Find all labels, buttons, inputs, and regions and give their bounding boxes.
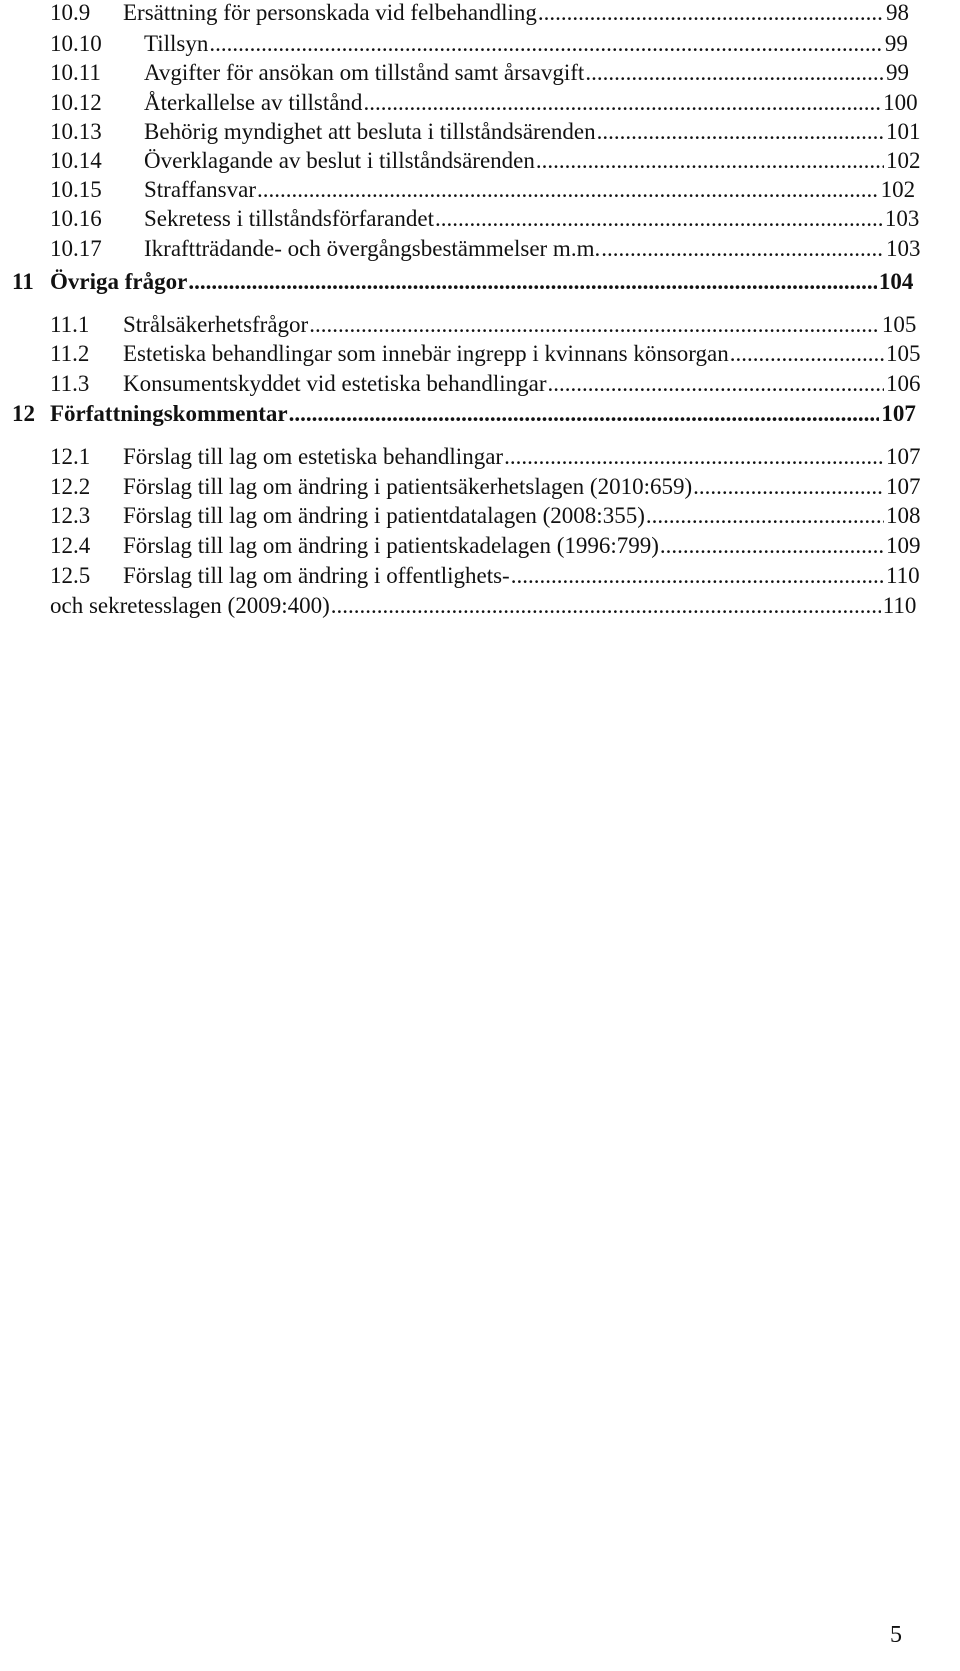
page-number: 5	[890, 1622, 902, 1648]
toc-entry-number: 12.5	[50, 563, 91, 588]
dot-leader	[693, 471, 884, 503]
toc-entry[interactable]	[50, 0, 909, 29]
toc-entry-page: 107	[886, 444, 921, 469]
toc-entry-number: 10.9	[50, 0, 91, 25]
toc-entry-title: Avgifter för ansökan om tillstånd samt årsavgift	[144, 60, 585, 85]
toc-entry-number: 11.3	[50, 371, 90, 396]
dot-leader	[660, 530, 884, 562]
toc-entry-page: 106	[886, 371, 921, 396]
toc-entry[interactable]	[50, 471, 921, 503]
toc-entry[interactable]	[50, 87, 918, 119]
toc-entry-title: Behörig myndighet att besluta i tillståndsärenden	[144, 119, 596, 144]
toc-entry[interactable]	[50, 368, 921, 400]
toc-entry-page: 105	[886, 341, 921, 366]
toc-entry-title: Strålsäkerhetsfrågor	[123, 312, 309, 337]
toc-entry-page: 99	[886, 60, 909, 85]
toc-entry-page: 107	[886, 474, 921, 499]
toc-entry-page: 105	[881, 312, 917, 337]
dot-leader	[536, 145, 884, 177]
toc-entry[interactable]	[50, 500, 921, 532]
toc-entry-number: 10.10	[50, 31, 102, 56]
toc-entry[interactable]	[50, 530, 921, 562]
toc-entry-number: 10.11	[50, 60, 101, 85]
toc-entry-page: 108	[886, 503, 921, 528]
toc-entry[interactable]	[50, 28, 908, 60]
dot-leader	[257, 174, 879, 206]
toc-entry-page: 107	[881, 401, 916, 426]
toc-entry-page: 103	[884, 206, 920, 231]
toc-entry-title: Författningskommentar	[50, 401, 288, 426]
dot-leader	[188, 266, 877, 298]
toc-entry-title: Sekretess i tillståndsförfarandet	[144, 206, 434, 231]
toc-entry-number: 10.17	[50, 236, 102, 261]
toc-entry[interactable]	[50, 145, 921, 177]
toc-entry-page: 102	[880, 177, 916, 202]
toc-entry[interactable]	[50, 203, 920, 235]
toc-entry-number: 11	[12, 269, 34, 294]
toc-entry-title: Förslag till lag om ändring i patientsäkerhetslagen (2010:659)	[123, 474, 693, 499]
toc-entry-page: 102	[886, 148, 921, 173]
toc-entry-title: Förslag till lag om ändring i patientskadelagen (1996:799)	[123, 533, 659, 558]
toc-entry-number: 12.1	[50, 444, 91, 469]
dot-leader	[289, 398, 880, 430]
toc-entry-title: Förslag till lag om ändring i patientdatalagen (2008:355)	[123, 503, 645, 528]
dot-leader	[435, 203, 883, 235]
toc-entry[interactable]	[50, 338, 921, 370]
toc-entry-title: Övriga frågor	[50, 269, 188, 294]
toc-entry[interactable]	[50, 441, 921, 473]
toc-entry[interactable]	[50, 560, 920, 592]
toc-entry-number: 10.16	[50, 206, 102, 231]
toc-entry[interactable]	[50, 116, 921, 148]
toc-entry-page: 109	[886, 533, 921, 558]
toc-entry-title: Förslag till lag om ändring i offentlighets-	[123, 563, 510, 588]
toc-entry-title: Tillsyn	[144, 31, 209, 56]
toc-entry-number: 12	[12, 401, 35, 426]
dot-leader	[730, 338, 884, 370]
toc-entry-title: Förslag till lag om estetiska behandlingar	[123, 444, 504, 469]
dot-leader	[511, 560, 884, 592]
dot-leader	[585, 57, 884, 89]
toc-entry-title: Estetiska behandlingar som innebär ingrepp i kvinnans könsorgan	[123, 341, 729, 366]
toc-entry-page: 98	[886, 0, 909, 25]
dot-leader	[601, 233, 884, 265]
toc-entry-number: 12.4	[50, 533, 91, 558]
toc-entry-title: Konsumentskyddet vid estetiska behandlingar	[123, 371, 547, 396]
dot-leader	[331, 590, 881, 622]
toc-entry[interactable]	[50, 309, 917, 341]
toc-entry-number: 11.2	[50, 341, 90, 366]
toc-entry[interactable]	[50, 57, 909, 89]
toc-entry-page: 110	[886, 563, 920, 588]
toc-entry-page: 104	[878, 269, 914, 294]
dot-leader	[209, 28, 883, 60]
toc-entry-title: Återkallelse av tillstånd	[144, 90, 363, 115]
toc-entry-page: 99	[884, 31, 908, 56]
dot-leader	[504, 441, 884, 473]
toc-entry-title: Ikraftträdande- och övergångsbestämmelser m.m.	[144, 236, 601, 261]
toc-entry-title: Överklagande av beslut i tillståndsärenden	[144, 148, 535, 173]
toc-entry-number: 10.15	[50, 177, 102, 202]
toc-entry-page: 103	[886, 236, 921, 261]
toc-entry-number: 10.14	[50, 148, 102, 173]
toc-entry-number: 12.2	[50, 474, 91, 499]
toc-entry-page: 101	[886, 119, 921, 144]
dot-leader	[309, 309, 880, 341]
toc-entry[interactable]	[50, 174, 916, 206]
toc-entry[interactable]	[50, 233, 921, 265]
toc-entry-title: Ersättning för personskada vid felbehandling	[123, 0, 537, 25]
toc-chapter-entry[interactable]	[12, 266, 914, 298]
dot-leader	[597, 116, 884, 148]
toc-entry-number: 11.1	[50, 312, 90, 337]
dot-leader	[538, 0, 884, 29]
toc-entry-title: Straffansvar	[144, 177, 256, 202]
toc-entry-page: 110	[882, 593, 917, 618]
toc-entry-title: och sekretesslagen (2009:400)	[50, 593, 330, 618]
dot-leader	[363, 87, 881, 119]
dot-leader	[646, 500, 884, 532]
toc-entry-continuation[interactable]	[50, 590, 917, 622]
toc-entry-page: 100	[883, 90, 918, 115]
toc-chapter-entry[interactable]	[12, 398, 916, 430]
toc-entry-number: 10.12	[50, 90, 102, 115]
toc-entry-number: 12.3	[50, 503, 91, 528]
toc-entry-number: 10.13	[50, 119, 102, 144]
dot-leader	[548, 368, 884, 400]
